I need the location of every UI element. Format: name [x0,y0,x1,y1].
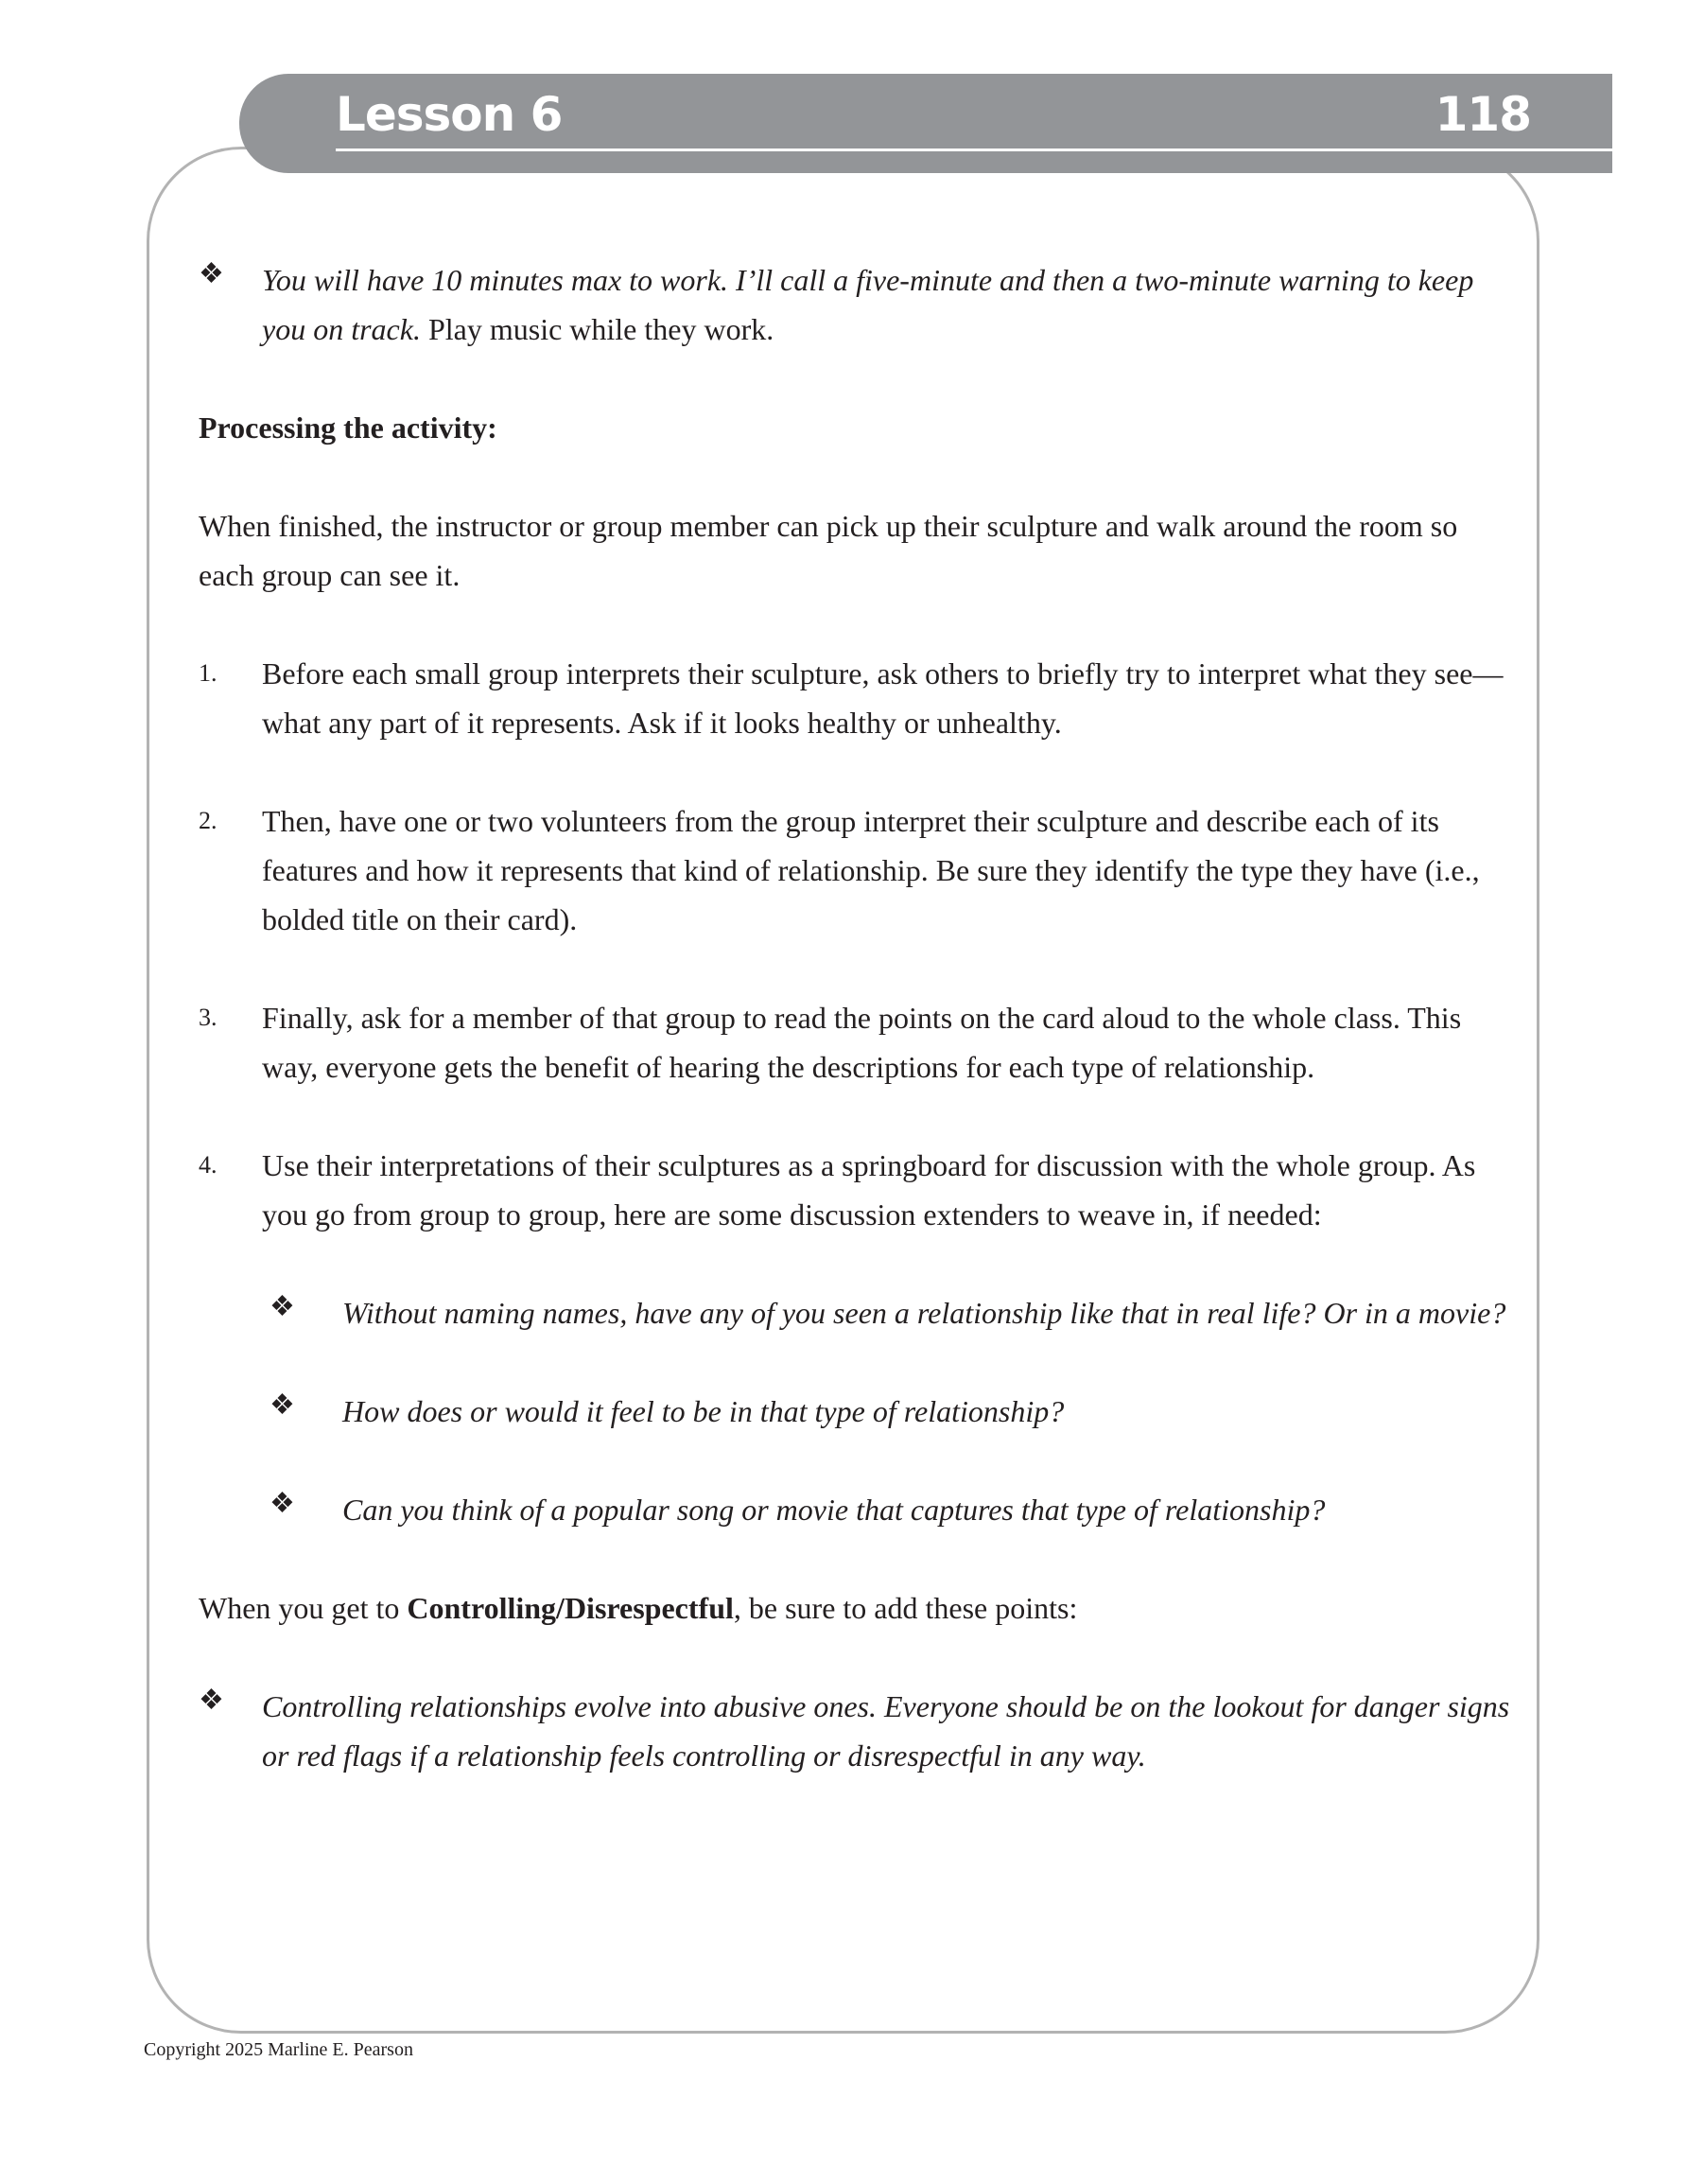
controlling-note-after: , be sure to add these points: [733,1591,1078,1625]
discussion-extender [199,1485,1513,1534]
step-text: Then, have one or two volunteers from the group interpret their sculpture and describe each of its features and how it represents that kind of relationship. Be sure they identify the type they have (i.e., bolded title on their card). [262,804,1480,936]
four-diamonds-bullet-icon: ❖ [199,258,224,289]
numbered-step [199,1141,1513,1239]
copyright-footer: Copyright 2025 Marline E. Pearson [144,2039,413,2060]
step-number: 2. [199,807,217,834]
numbered-step [199,649,1513,747]
discussion-extender [199,1387,1513,1436]
section-heading: Processing the activity: [199,411,497,445]
step-number: 4. [199,1151,217,1179]
discussion-extender-text: Can you think of a popular song or movie that captures that type of relationship? [342,1493,1326,1527]
controlling-note [199,1583,1513,1633]
step-number: 1. [199,659,217,687]
controlling-note-before: When you get to [199,1591,408,1625]
controlling-note-bold: Controlling/Disrespectful [407,1591,734,1625]
controlling-bullet [199,1682,1513,1780]
lesson-title: Lesson 6 [336,87,563,142]
four-diamonds-bullet-icon: ❖ [270,1291,295,1322]
page-number: 118 [1435,87,1531,142]
numbered-step [199,796,1513,944]
lesson-content [199,255,1513,1780]
discussion-extender [199,1288,1513,1337]
four-diamonds-bullet-icon: ❖ [270,1488,295,1519]
four-diamonds-bullet-icon: ❖ [199,1685,224,1716]
header-rule [336,149,1612,151]
step-text: Finally, ask for a member of that group to read the points on the card aloud to the whole class. This way, everyone gets the benefit of hearing the descriptions for each type of relationship. [262,1001,1462,1084]
step-number: 3. [199,1004,217,1031]
discussion-extender-text: How does or would it feel to be in that type of relationship? [342,1394,1065,1428]
controlling-bullet-text: Controlling relationships evolve into abusive ones. Everyone should be on the lookout for danger signs or red flags if a relationship feels controlling or disrespectful in any way. [262,1689,1510,1773]
discussion-extender-text: Without naming names, have any of you seen a relationship like that in real life? Or in a movie? [342,1296,1506,1330]
four-diamonds-bullet-icon: ❖ [270,1389,295,1421]
intro-paragraph: When finished, the instructor or group member can pick up their sculpture and walk around the room so each group can see it. [199,509,1458,592]
intro-bullet [199,255,1513,354]
step-text: Before each small group interprets their sculpture, ask others to briefly try to interpret what they see—what any part of it represents. Ask if it looks healthy or unhealthy. [262,656,1504,740]
intro-bullet-italic-text: You will have 10 minutes max to work. I’ll call a five-minute and then a two-minute warning to keep you on track. [262,263,1474,346]
numbered-step [199,993,1513,1092]
intro-bullet-plain-text: Play music while they work. [420,312,774,346]
step-text: Use their interpretations of their sculptures as a springboard for discussion with the whole group. As you go from group to group, here are some discussion extenders to weave in, if needed: [262,1148,1476,1232]
